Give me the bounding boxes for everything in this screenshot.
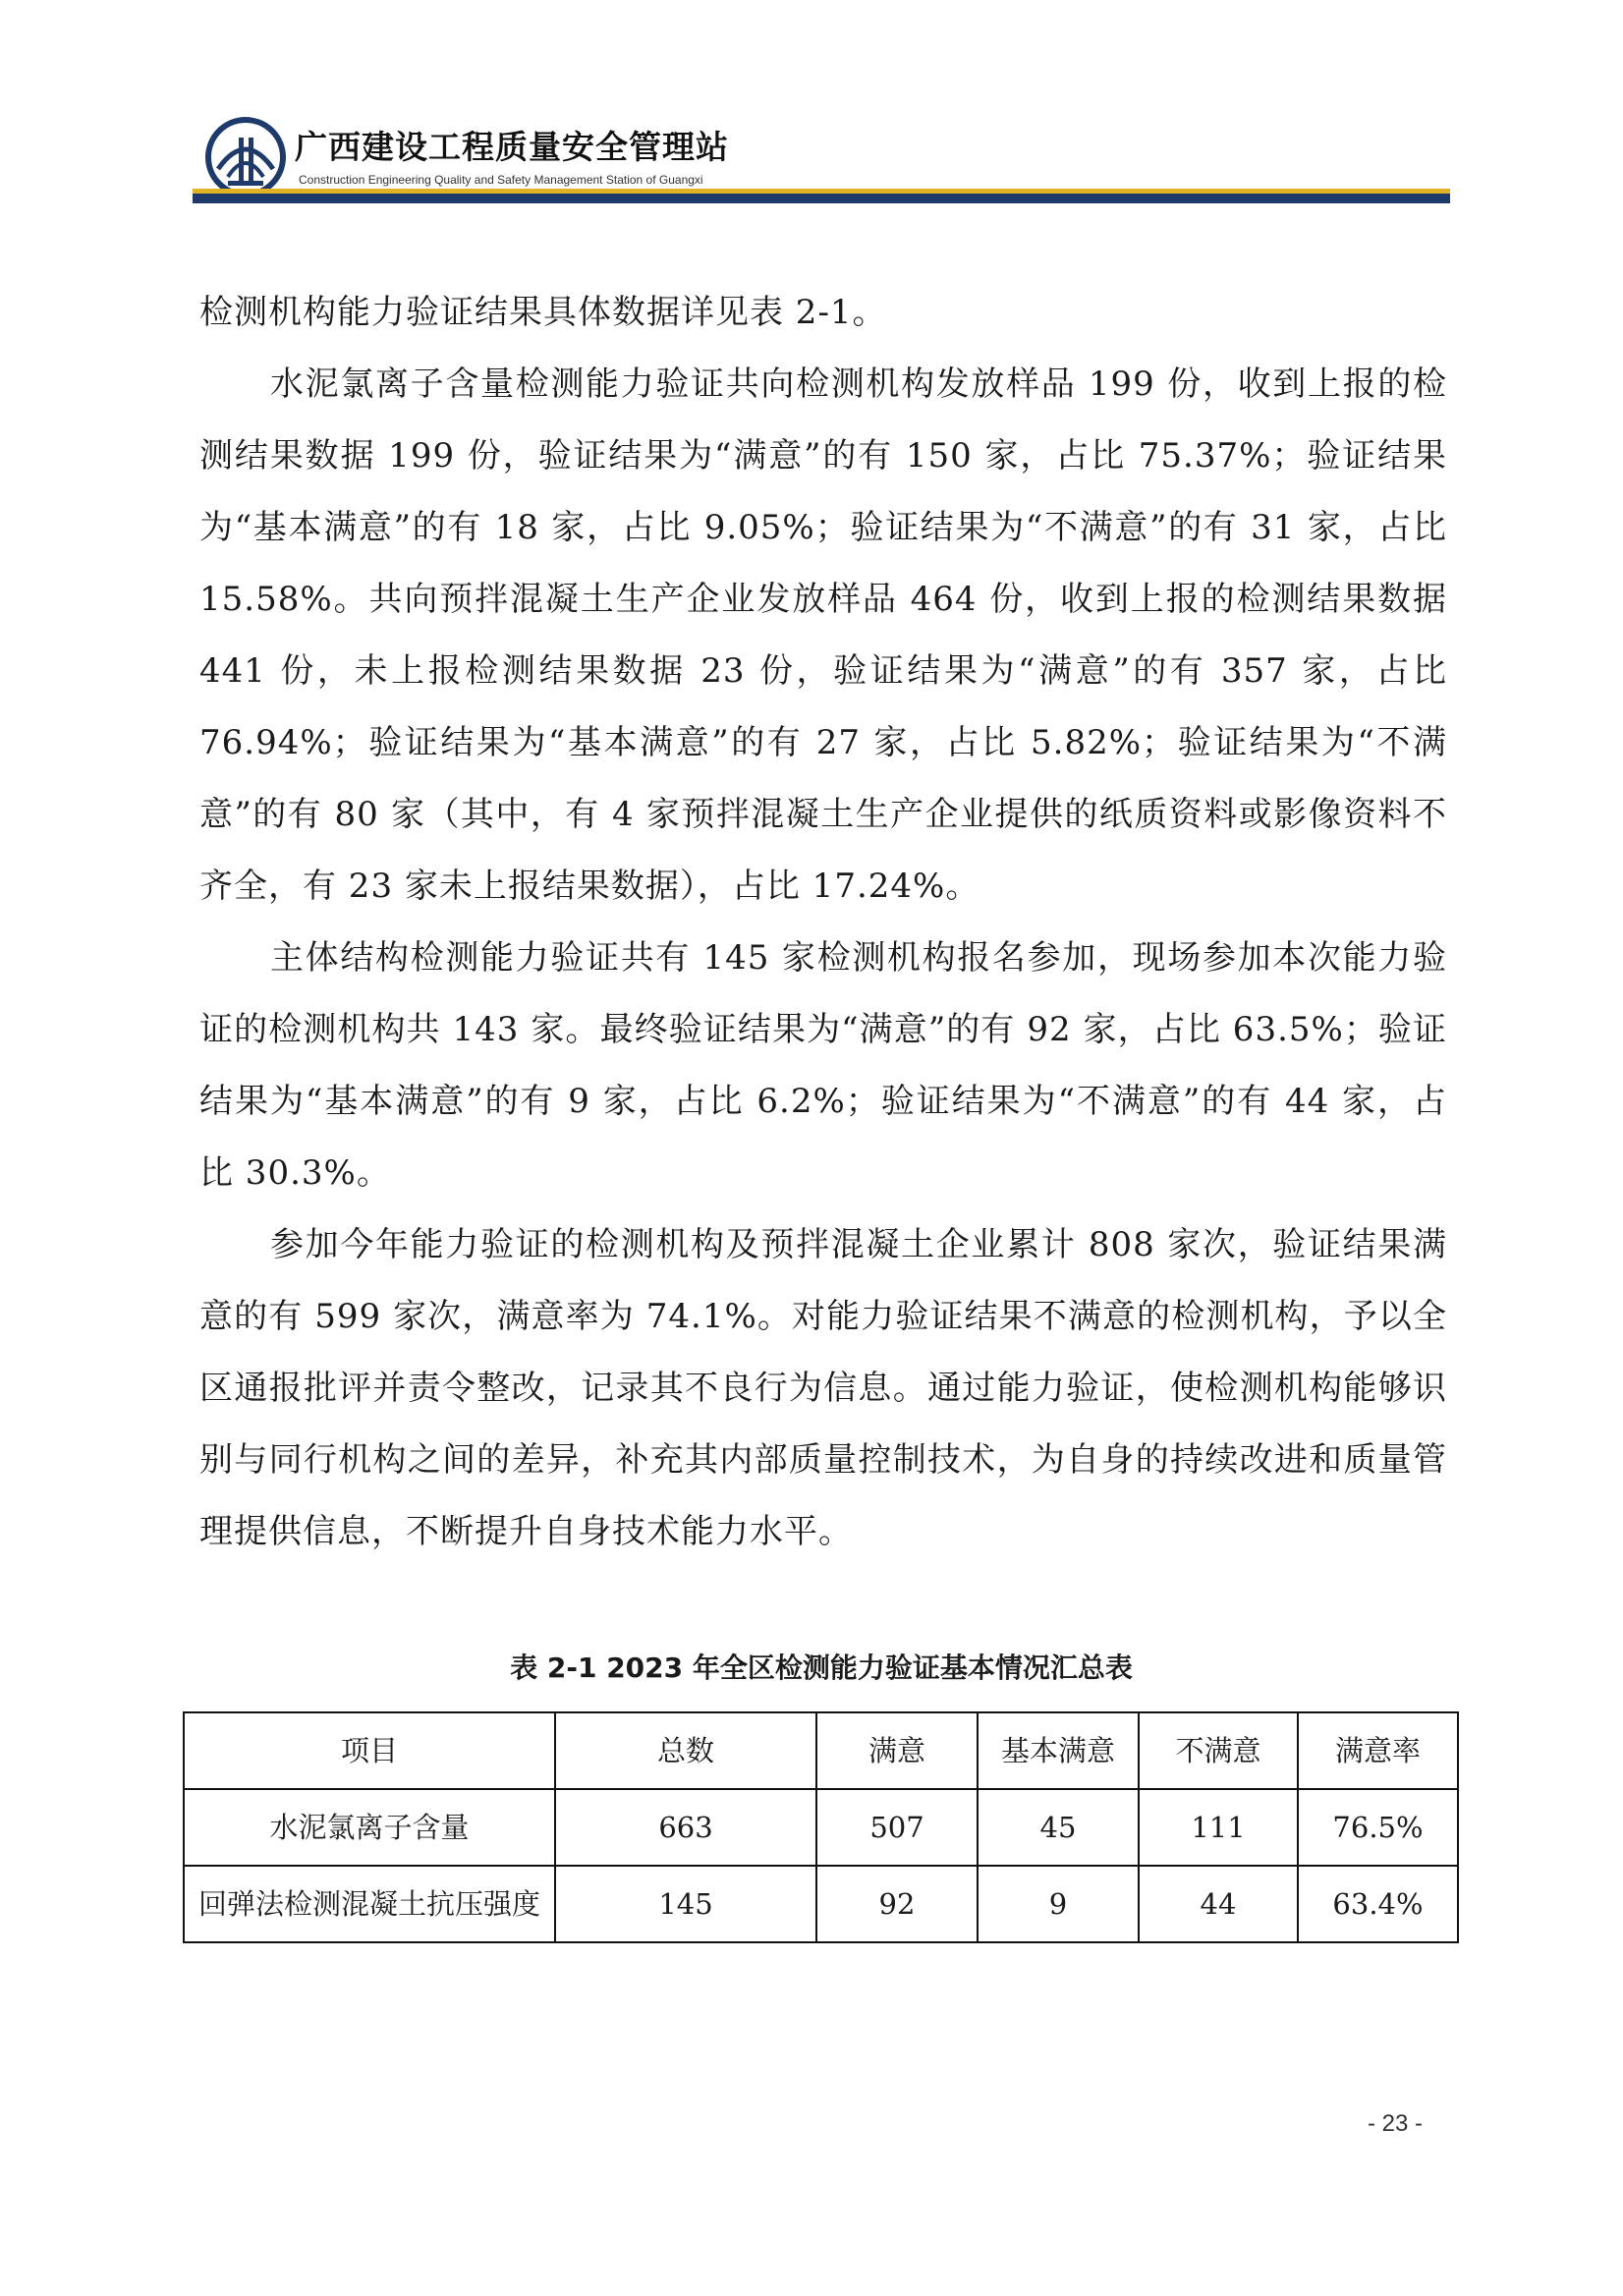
table-cell: 507: [816, 1789, 978, 1866]
table-header-cell: 总数: [555, 1712, 816, 1789]
table-cell: 92: [816, 1866, 978, 1942]
table-cell: 44: [1139, 1866, 1298, 1942]
paragraph-cement-chloride: 水泥氯离子含量检测能力验证共向检测机构发放样品 199 份，收到上报的检测结果数据 199 份，验证结果为“满意”的有 150 家，占比 75.37%；验证结果为“基本满意”的有 18 家，占比 9.05%；验证结果为“不满意”的有 31 家，占比 15.58%。共向预拌混凝土生产企业发放样品 464 份，收到上报的检测结果数据 441 份，未上报检测结果数据 23 份，验证结果为“满意”的有 357 家，占比 76.94%；验证结果为“基本满意”的有 27 家，占比 5.82%；验证结果为“不满意”的有 80 家（其中，有 4 家预拌混凝土生产企业提供的纸质资料或影像资料不齐全，有 23 家未上报结果数据），占比 17.24%。: [199, 364, 1447, 906]
paragraph-summary: 参加今年能力验证的检测机构及预拌混凝土企业累计 808 家次，验证结果满意的有 599 家次，满意率为 74.1%。对能力验证结果不满意的检测机构，予以全区通报批评并责令整改，记录其不良行为信息。通过能力验证，使检测机构能够识别与同行机构之间的差异，补充其内部质量控制技术，为自身的持续改进和质量管理提供信息，不断提升自身技术能力水平。: [199, 1225, 1447, 1551]
table-header-cell: 满意率: [1298, 1712, 1458, 1789]
paragraph-intro: 检测机构能力验证结果具体数据详见表 2-1。: [199, 293, 887, 332]
org-name-en: Construction Engineering Quality and Safety Management Station of Guangxi: [299, 173, 703, 187]
body-text: [199, 277, 1447, 1568]
results-table: [183, 1711, 1459, 1943]
table-header-row: [184, 1712, 1458, 1789]
table-cell: 9: [978, 1866, 1139, 1942]
table-header-cell: 不满意: [1139, 1712, 1298, 1789]
table-header-cell: 满意: [816, 1712, 978, 1789]
header-rule-navy: [193, 194, 1450, 203]
org-name: 广西建设工程质量安全管理站: [295, 128, 729, 166]
table-header-cell: 基本满意: [978, 1712, 1139, 1789]
table-row: [184, 1866, 1458, 1942]
table-cell: 145: [555, 1866, 816, 1942]
table-cell: 663: [555, 1789, 816, 1866]
page-number: - 23 -: [1368, 2110, 1424, 2137]
table-cell: 111: [1139, 1789, 1298, 1866]
table-row: [184, 1789, 1458, 1866]
station-logo-icon: [204, 116, 287, 198]
table-header-cell: 项目: [184, 1712, 555, 1789]
table-caption: 表 2-1 2023 年全区检测能力验证基本情况汇总表: [510, 1652, 1133, 1684]
table-cell: 63.4%: [1298, 1866, 1458, 1942]
table-cell: 回弹法检测混凝土抗压强度: [184, 1866, 555, 1942]
table-cell: 45: [978, 1789, 1139, 1866]
table-cell: 76.5%: [1298, 1789, 1458, 1866]
page-header: [193, 106, 1450, 204]
table-cell: 水泥氯离子含量: [184, 1789, 555, 1866]
paragraph-main-structure: 主体结构检测能力验证共有 145 家检测机构报名参加，现场参加本次能力验证的检测机构共 143 家。最终验证结果为“满意”的有 92 家，占比 63.5%；验证结果为“基本满意”的有 9 家，占比 6.2%；验证结果为“不满意”的有 44 家，占比 30.3%。: [199, 938, 1447, 1193]
